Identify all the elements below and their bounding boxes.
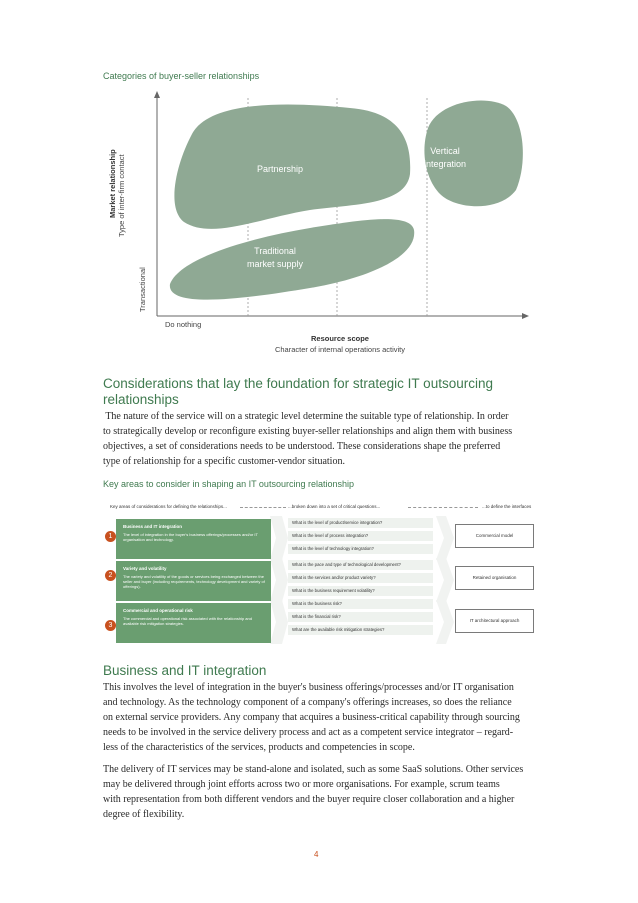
section2-heading: Business and IT integration <box>103 663 267 678</box>
y-axis-subtitle: Type of inter-firm contact <box>117 154 126 237</box>
key-area-card <box>116 519 271 559</box>
interface-box: IT architectural approach <box>455 609 534 633</box>
col2-title: ...broken down into a set of critical questions... <box>288 504 381 509</box>
section1-line: objectives, a set of considerations needs to be understood. These considerations shape the preferred <box>103 441 501 452</box>
y-axis-arrow <box>154 91 160 98</box>
section2-para1-line: needs to be involved in the service delivery process and act as a competent service integrator – regard- <box>103 727 514 738</box>
key-area-description: The commercial and operational risk associated with the relationship and available risk mitigation strategies. <box>123 616 252 627</box>
section2-para2-line: may be delivered through joint efforts across two or more organisations. For example, scrum teams <box>103 779 500 790</box>
interface-box: Retained organisation <box>455 566 534 590</box>
question-item: What is the level of technology integration? <box>288 544 433 554</box>
key-area-card <box>116 603 271 643</box>
question-item: What is the pace and type of technological development? <box>288 560 433 570</box>
section2-para2-line: with representation from both different vendors and the buyer require closer collaboration and a higher <box>103 794 515 805</box>
section2-para1-line: less of the characteristics of the services, products and competencies in scope. <box>103 742 415 753</box>
x-axis-subtitle: Character of internal operations activity <box>274 345 406 354</box>
key-area-description: The variety and volatility of the goods or services being exchanged between the seller and buyer (including requirements, technology development and variety of offerings). <box>123 574 265 590</box>
section2-para1-line: This involves the level of integration in the buyer's business offerings/processes and/or IT organisation <box>103 682 514 693</box>
traditional-label-line1: Traditional <box>254 246 296 256</box>
key-area-description: The level of integration in the buyer's business offerings/processes and/or IT organisation and technology. <box>123 532 258 543</box>
question-item: What is the business requirement volatility? <box>288 586 433 596</box>
section2-para2-line: degree of flexibility. <box>103 809 185 820</box>
col3-title: ...to define the interfaces <box>482 504 532 509</box>
traditional-label-line2: market supply <box>246 259 304 269</box>
vertical-integration-label-line1: Vertical <box>430 146 460 156</box>
figure2-caption: Key areas to consider in shaping an IT outsourcing relationship <box>103 479 354 489</box>
relationship-diagram <box>100 88 540 338</box>
x-axis-title: Resource scope <box>311 334 369 343</box>
figure1-caption: Categories of buyer-seller relationships <box>103 71 260 81</box>
x-axis-low-label: Do nothing <box>165 320 202 329</box>
y-axis-low-label: Transactional <box>138 267 147 312</box>
partnership-label: Partnership <box>256 164 304 174</box>
section1-line: type of relationship for a specific customer-vendor situation. <box>103 456 345 467</box>
section1-line: to strategically develop or reconfigure existing buyer-seller relationships and align them with business <box>103 426 513 437</box>
section1-heading-line2: relationships <box>103 392 179 407</box>
section1-line: The nature of the service will on a strategic level determine the suitable type of relationship. In order <box>103 411 509 422</box>
x-axis-arrow <box>522 313 529 319</box>
section2-para1-line: on external service providers. Any company that acquires a business-critical capability through sourcing <box>103 712 520 723</box>
col1-title: Key areas of considerations for defining the relationships... <box>110 504 227 509</box>
question-item: What are the available risk mitigation strategies? <box>288 625 433 635</box>
key-area-card <box>116 561 271 601</box>
section2-para1-line: and technology. As the technology component of a company's offerings increases, so does the reliance <box>103 697 512 708</box>
question-item: What is the business risk? <box>288 599 433 609</box>
key-area-number: 3 <box>105 620 116 631</box>
key-area-title: Business and IT integration <box>123 524 183 529</box>
question-item: What is the level of product/service integration? <box>288 518 433 528</box>
vertical-integration-label-line2: integration <box>423 159 467 169</box>
page-number: 4 <box>314 850 319 859</box>
section1-heading-line1: Considerations that lay the foundation for strategic IT outsourcing <box>103 376 493 391</box>
key-area-title: Variety and volatility <box>123 566 167 571</box>
interface-box: Commercial model <box>455 524 534 548</box>
question-item: What is the level of process integration? <box>288 531 433 541</box>
question-item: What is the services and/or product variety? <box>288 573 433 583</box>
y-axis-title: Market relationship <box>108 149 117 218</box>
key-area-number: 1 <box>105 531 116 542</box>
key-area-title: Commercial and operational risk <box>123 608 193 613</box>
question-item: What is the financial risk? <box>288 612 433 622</box>
section2-para2-line: The delivery of IT services may be stand-alone and isolated, such as some SaaS solutions. Other services <box>103 764 524 775</box>
key-area-number: 2 <box>105 570 116 581</box>
